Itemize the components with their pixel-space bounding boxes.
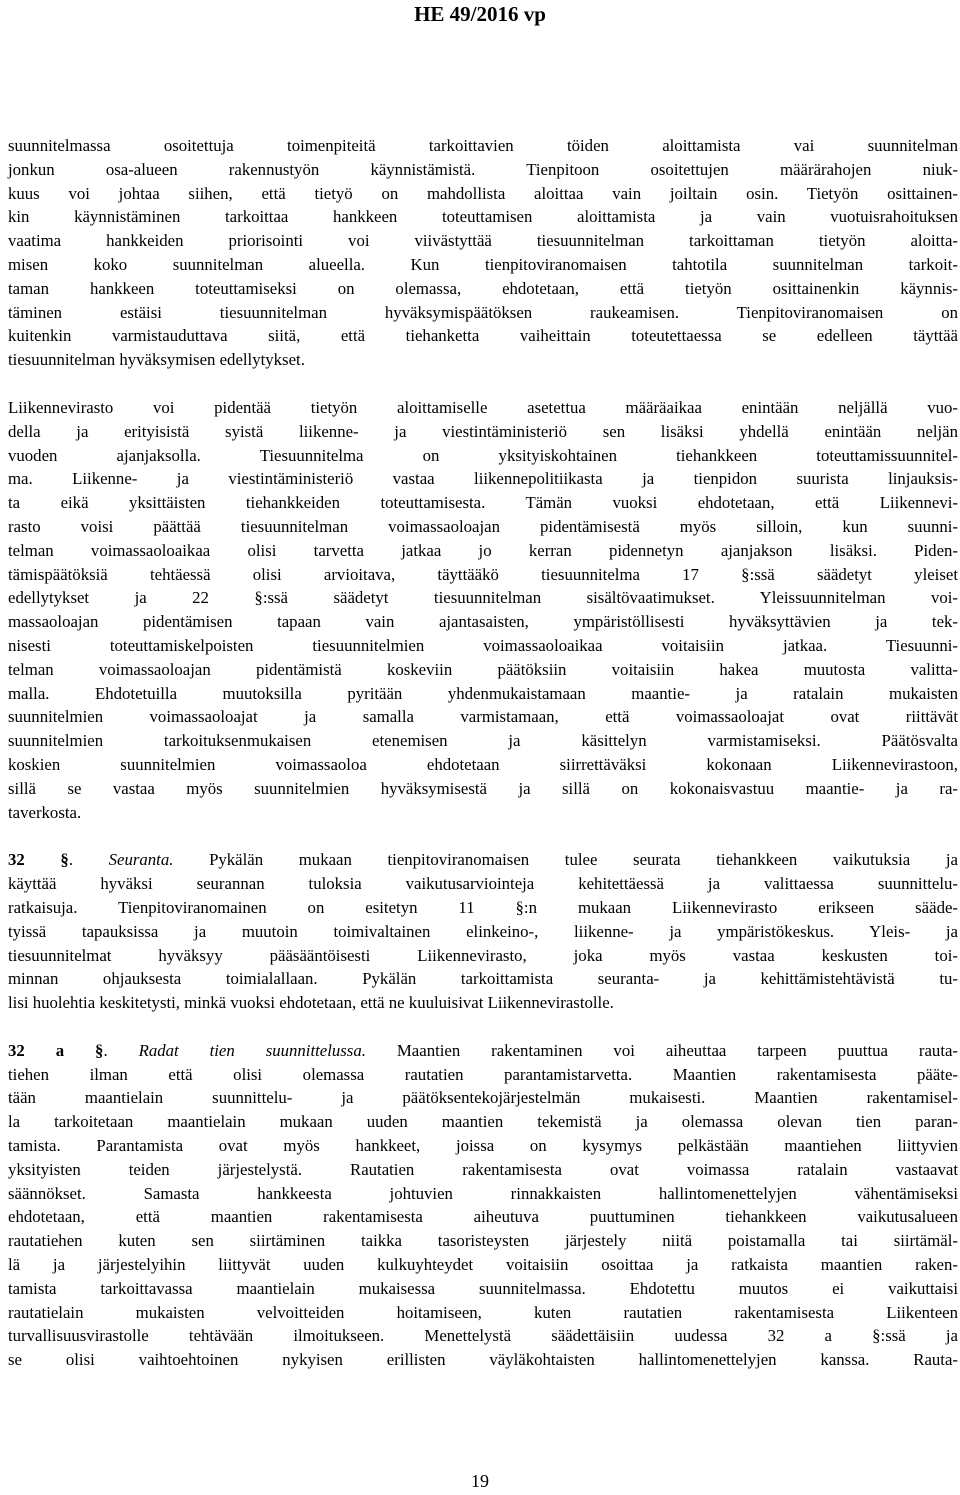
text-line: säännökset. Samasta hankkeesta johtuvien rinnakkaisten hallintomenettelyjen vähentämiseksi bbox=[8, 1183, 958, 1203]
text-line: rasto voisi päättää tiesuunnitelman voimassaoloajan pidentämisestä myös silloin, kun suunni- bbox=[8, 516, 958, 536]
section-first-line: 32 a §. Radat tien suunnittelussa. Maantien rakentaminen voi aiheuttaa tarpeen puuttua rauta- bbox=[8, 1040, 959, 1060]
text-line: jonkun osa-alueen rakennustyön käynnistämistä. Tienpitoon osoitettujen määrärahojen niuk- bbox=[8, 159, 958, 179]
page-number: 19 bbox=[471, 1471, 489, 1491]
text-line: yksityisten teiden järjestelystä. Rautatien rakentamisesta ovat voimassa ratalain vastaavat bbox=[8, 1159, 958, 1179]
text-line: suunnitelmien tarkoituksenmukaisen etenemisen ja käsittelyn varmistamiseksi. Päätösvalta bbox=[8, 731, 958, 751]
text-line: tamista tarkoittavassa maantielain mukaisessa suunnitelmassa. Ehdotettu muutos ei vaikuttaisi bbox=[8, 1278, 958, 1298]
text-line: Liikennevirasto voi pidentää tietyön aloittamiselle asetettua määräaikaa enintään neljällä vuo- bbox=[8, 397, 958, 417]
text-line: ma. Liikenne- ja viestintäministeriö vastaa liikennepolitiikasta ja tienpidon suurista linjauksis- bbox=[8, 469, 958, 489]
section-first-line: 32 §. Seuranta. Pykälän mukaan tienpitoviranomaisen tulee seurata tiehankkeen vaikutuksia ja bbox=[8, 850, 958, 870]
text-line: tyissä tapauksissa ja muutoin toimivaltainen elinkeino-, liikenne- ja ympäristökeskus. Yleis- ja bbox=[8, 921, 958, 941]
text-line: suunnitelmien voimassaoloajat ja samalla varmistamaan, että voimassaoloajat ovat riittävät bbox=[8, 707, 958, 727]
text-line: taman hankkeen toteuttamiseksi on olemassa, ehdotetaan, että tietyön osittainenkin käynnis- bbox=[8, 278, 958, 298]
paragraph-spacer bbox=[8, 372, 958, 396]
text-line: ehdotetaan, että maantien rakentamisesta aiheutuva puuttuminen tiehankkeen vaikutusalueen bbox=[8, 1207, 958, 1227]
text-line: ta eikä yksittäisten tiehankkeiden toteuttamisesta. Tämän vuoksi ehdotetaan, että Liikennevi- bbox=[8, 493, 958, 513]
text-line: misen koko suunnitelman alueella. Kun tienpitoviranomaisen tahtotila suunnitelman tarkoit- bbox=[8, 254, 958, 274]
text-line: minnan ohjauksesta toimialallaan. Pykälän tarkoittamista seuranta- ja kehittämistehtävistä tu- bbox=[8, 969, 958, 989]
document-body bbox=[8, 134, 958, 1372]
text-line: turvallisuusvirastolle tehtävään ilmoitukseen. Menettelystä säädettäisiin uudessa 32 a §:ssä ja bbox=[8, 1326, 958, 1346]
text-line: nisesti toteuttamiskelpoisten tiesuunnitelmien voimassaoloaikaa voitaisiin jatkaa. Tiesuunni- bbox=[8, 635, 958, 655]
text-line: massaoloajan pidentämisen tapaan vain ajantasaisten, ympäristöllisesti hyväksyttävien ja tek- bbox=[8, 612, 958, 632]
document-header: HE 49/2016 vp bbox=[414, 2, 546, 26]
section-number: 32 a § bbox=[8, 1040, 104, 1060]
text-line: käyttää hyväksi seurannan tuloksia vaikutusarviointeja kehitettäessä ja valittaessa suunnittelu- bbox=[8, 874, 958, 894]
text-line: edellytykset ja 22 §:ssä säädetyt tiesuunnitelman sisältövaatimukset. Yleissuunnitelman voi- bbox=[8, 588, 958, 608]
text-line: kin käynnistäminen tarkoittaa hankkeen toteuttamisen aloittamista ja vain vuotuisrahoituksen bbox=[8, 207, 958, 227]
text-line: kuus voi johtaa siihen, että tietyö on mahdollista aloittaa vain joiltain osin. Tietyön osittainen- bbox=[8, 183, 958, 203]
section-number: 32 § bbox=[8, 850, 69, 870]
paragraph-2 bbox=[8, 396, 958, 824]
text-line: telman voimassaoloajan pidentämistä koskeviin päätöksiin voitaisiin hakea muutosta valitta- bbox=[8, 659, 958, 679]
paragraph-1 bbox=[8, 134, 958, 372]
text-line: vuoden ajanjaksolla. Tiesuunnitelma on yksityiskohtainen tiehankkeen toteuttamissuunnitel- bbox=[8, 445, 958, 465]
text-line: koskien suunnitelmien voimassaoloa ehdotetaan siirrettäväksi kokonaan Liikennevirastoon, bbox=[8, 754, 958, 774]
text-line: sillä se vastaa myös suunnitelmien hyväksymisestä ja sillä on kokonaisvastuu maantie- ja ra- bbox=[8, 778, 958, 798]
section-32a bbox=[8, 1039, 958, 1372]
text-line: tiehen ilman että olisi olemassa rautatien parantamistarvetta. Maantien rakentamisesta pääte- bbox=[8, 1064, 958, 1084]
text-line: rautatielain mukaisten velvoitteiden hoitamiseen, kuten rautatien rakentamisesta Liikenteen bbox=[8, 1302, 958, 1322]
text-line: tiesuunnitelmat hyväksyy pääsääntöisesti Liikennevirasto, joka myös vastaa keskusten toi- bbox=[8, 945, 958, 965]
section-first-line-text: Maantien rakentaminen voi aiheuttaa tarpeen puuttua rauta- bbox=[365, 1040, 959, 1060]
section-title: Radat tien suunnittelussa. bbox=[138, 1040, 366, 1060]
text-line: telman voimassaoloaikaa olisi tarvetta jatkaa jo kerran pidennetyn ajanjakson lisäksi. Piden- bbox=[8, 540, 958, 560]
section-title: Seuranta. bbox=[108, 850, 174, 870]
text-line: malla. Ehdotetuilla muutoksilla pyritään yhdenmukaistamaan maantie- ja ratalain mukaisten bbox=[8, 683, 958, 703]
text-line: la tarkoitetaan maantielain mukaan uuden maantien tekemistä ja olemassa olevan tien paran- bbox=[8, 1112, 958, 1132]
text-line: suunnitelmassa osoitettuja toimenpiteitä tarkoittavien töiden aloittamista vai suunnitelman bbox=[8, 136, 958, 155]
text-line: lisi huolehtia keskitetysti, minkä vuoksi ehdotetaan, että ne kuuluisivat Liikennevirastolle. bbox=[8, 993, 614, 1013]
text-line: tamista. Parantamista ovat myös hankkeet, joissa on kysymys pelkästään maantiehen liittyvien bbox=[8, 1136, 958, 1156]
text-line: taverkosta. bbox=[8, 802, 82, 822]
section-first-line-text: Pykälän mukaan tienpitoviranomaisen tulee seurata tiehankkeen vaikutuksia ja bbox=[173, 850, 958, 870]
text-line: tiesuunnitelman hyväksymisen edellytykset. bbox=[8, 350, 305, 370]
text-line: tään maantielain suunnittelu- ja päätöksentekojärjestelmän mukaisesti. Maantien rakentamisel- bbox=[8, 1088, 958, 1108]
text-line: tämispäätöksiä tehtäessä olisi arvioitava, täyttääkö tiesuunnitelma 17 §:ssä säädetyt yleiset bbox=[8, 564, 958, 584]
text-line: kuitenkin varmistauduttava siitä, että tiehanketta vaiheittain toteutettaessa se edelleen täyttää bbox=[8, 326, 958, 346]
text-line: vaatima hankkeiden priorisointi voi viivästyttää tiesuunnitelman tarkoittaman tietyön aloitta- bbox=[8, 231, 958, 251]
text-line: se olisi vaihtoehtoinen nykyisen erillisten väyläkohtaisten hallintomenettelyjen kanssa. Rauta- bbox=[8, 1350, 958, 1370]
text-line: rautatiehen kuten sen siirtäminen taikka tasoristeysten järjestely niitä poistamalla tai siirtämäl- bbox=[8, 1231, 958, 1251]
text-line: täminen estäisi tiesuunnitelman hyväksymispäätöksen raukeamisen. Tienpitoviranomaisen on bbox=[8, 302, 958, 322]
paragraph-spacer bbox=[8, 1015, 958, 1039]
text-line: della ja erityisistä syistä liikenne- ja viestintäministeriö sen lisäksi yhdellä enintään neljän bbox=[8, 421, 958, 441]
text-line: lä ja järjestelyihin liittyvät uuden kulkuyhteydet voitaisiin osoittaa ja ratkaista maantien raken- bbox=[8, 1255, 958, 1275]
section-32 bbox=[8, 848, 958, 1015]
text-line: ratkaisuja. Tienpitoviranomainen on esitetyn 11 §:n mukaan Liikennevirasto erikseen sääde- bbox=[8, 897, 958, 917]
paragraph-spacer bbox=[8, 824, 958, 848]
